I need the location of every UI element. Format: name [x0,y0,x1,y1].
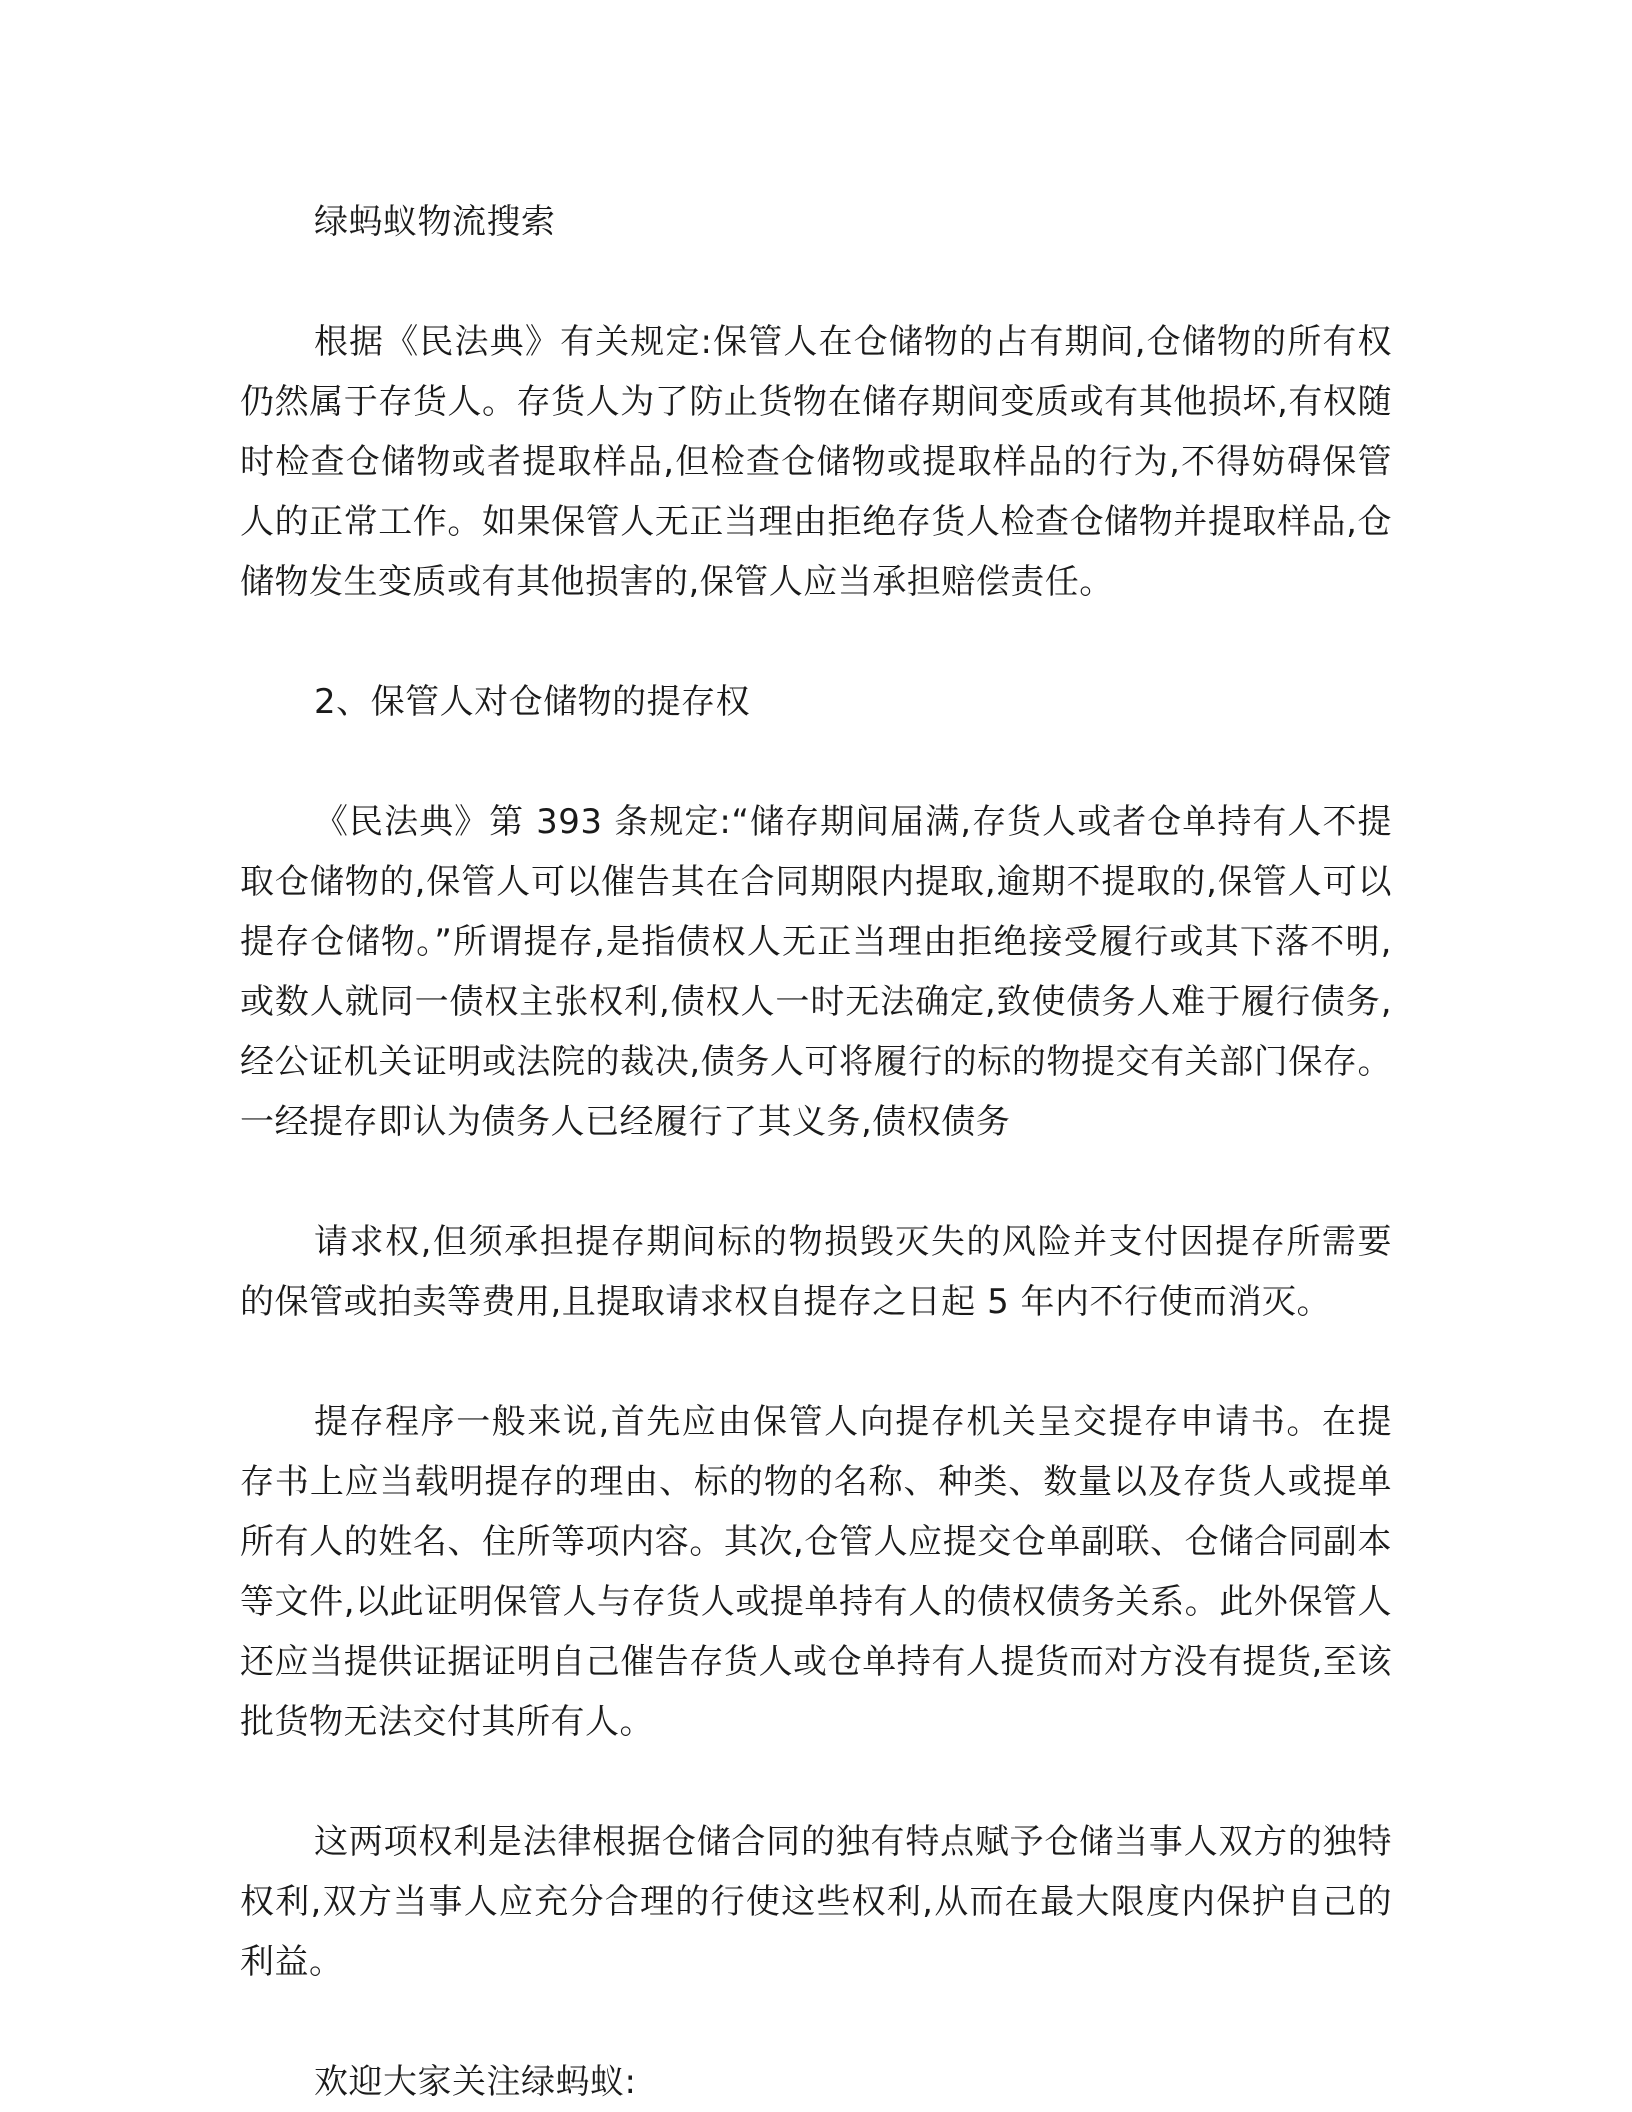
paragraph-article-393: 《民法典》第 393 条规定:“储存期间届满,存货人或者仓单持有人不提取仓储物的,保管人可以催告其在合同期限内提取,逾期不提取的,保管人可以提存仓储物。”所谓提存,是指债权人无正当理由拒绝接受履行或其下落不明,或数人就同一债权主张权利,债权人一时无法确定,致使债务人难于履行债务,经公证机关证明或法院的裁决,债务人可将履行的标的物提交有关部门保存。一经提存即认为债务人已经履行了其义务,债权债务 [240,802,1392,1142]
paragraph-claim-right: 请求权,但须承担提存期间标的物损毁灭失的风险并支付因提存所需要的保管或拍卖等费用,且提取请求权自提存之日起 5 年内不行使而消灭。 [240,1222,1392,1322]
section-heading-deposit-right: 2、保管人对仓储物的提存权 [314,682,751,722]
paragraph-closing: 欢迎大家关注绿蚂蚁: [314,2062,637,2102]
paragraph-title: 绿蚂蚁物流搜索 [314,202,556,242]
paragraph-deposit-procedure: 提存程序一般来说,首先应由保管人向提存机关呈交提存申请书。在提存书上应当载明提存的理由、标的物的名称、种类、数量以及存货人或提单所有人的姓名、住所等项内容。其次,仓管人应提交仓单副联、仓储合同副本等文件,以此证明保管人与存货人或提单持有人的债权债务关系。此外保管人还应当提供证据证明自己催告存货人或仓单持有人提货而对方没有提货,至该批货物无法交付其所有人。 [240,1402,1392,1742]
paragraph-summary: 这两项权利是法律根据仓储合同的独有特点赋予仓储当事人双方的独特权利,双方当事人应充分合理的行使这些权利,从而在最大限度内保护自己的利益。 [240,1822,1392,1982]
document-body [240,192,1392,2112]
paragraph-custody-rights: 根据《民法典》有关规定:保管人在仓储物的占有期间,仓储物的所有权仍然属于存货人。存货人为了防止货物在储存期间变质或有其他损坏,有权随时检查仓储物或者提取样品,但检查仓储物或提取样品的行为,不得妨碍保管人的正常工作。如果保管人无正当理由拒绝存货人检查仓储物并提取样品,仓储物发生变质或有其他损害的,保管人应当承担赔偿责任。 [240,322,1392,602]
